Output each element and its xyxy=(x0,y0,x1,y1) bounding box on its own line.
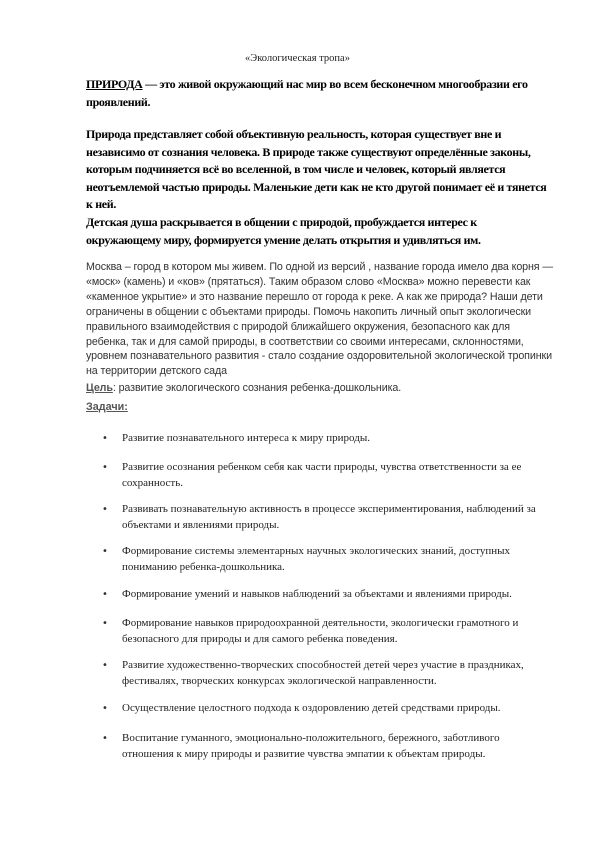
bullet-icon: • xyxy=(102,589,108,600)
task-text: Формирование навыков природоохранной деятельности, экологически грамотного и безопасного для природы и для самого ребенка поведения. xyxy=(122,617,519,645)
bullet-icon: • xyxy=(102,546,108,557)
bullet-icon: • xyxy=(102,618,108,629)
task-text: Развитие осознания ребенком себя как части природы, чувства ответственности за ее сохранность. xyxy=(122,461,522,489)
task-text: Развитие познавательного интереса к миру природы. xyxy=(122,432,370,444)
bullet-icon: • xyxy=(102,504,108,515)
task-item xyxy=(102,731,552,762)
bullet-icon: • xyxy=(102,733,108,744)
task-item xyxy=(102,658,552,689)
task-text: Формирование умений и навыков наблюдений за объектами и явлениями природы. xyxy=(122,588,512,600)
task-item xyxy=(102,460,552,491)
bullet-icon: • xyxy=(102,433,108,444)
task-item xyxy=(102,701,552,717)
task-text: Формирование системы элементарных научных экологических знаний, доступных пониманию ребенка-дошкольника. xyxy=(122,545,511,573)
intro-text: — это живой окружающий нас мир во всем бесконечном многообразии его проявлений. xyxy=(86,77,528,109)
page-title: «Экологическая тропа» xyxy=(245,53,350,64)
task-text: Развивать познавательную активность в процессе экспериментирования, наблюдений за объектами и явлениями природы. xyxy=(122,503,536,531)
bullet-icon: • xyxy=(102,703,108,714)
task-item xyxy=(102,431,552,447)
goal-text: : развитие экологического сознания ребенка-дошкольника. xyxy=(112,382,402,394)
task-item xyxy=(102,544,552,575)
task-item xyxy=(102,502,552,533)
child-soul-paragraph: Детская душа раскрывается в общении с природой, пробуждается интерес к окружающему миру, формируется умение делать открытия и удивляться им. xyxy=(86,215,481,247)
tasks-heading: Задачи: xyxy=(86,401,128,413)
task-item xyxy=(102,616,552,647)
task-item xyxy=(102,587,552,603)
goal-label: Цель xyxy=(86,382,113,394)
task-text: Развитие художественно-творческих способностей детей через участие в праздниках, фестивалях, творческих конкурсах экологической направленности. xyxy=(122,659,524,687)
moscow-paragraph: Москва – город в котором мы живем. По одной из версий , название города имело два корня — «моск» (камень) и «ков» (прятаться). Таким образом слово «Москва» можно перевести как «каменное укрытие» и это название перешло от города к реке. А как же природа? Наши дети ограничены в общении с объектами природы. Помочь накопить личный опыт экологически правильного взаимодействия с природой ближайшего окружения, безопасного как для ребенка, так и для самой природы, в соответствии со своими интересами, склонностями, уровнем познавательного развития - стало создание оздоровительной экологической тропинки на территории детского сада xyxy=(86,261,553,378)
bullet-icon: • xyxy=(102,660,108,671)
nature-paragraph: Природа представляет собой объективную реальность, которая существует вне и независимо от сознания человека. В природе также существуют определённые законы, которым подчиняется всё во вселенной, в том числе и человек, который является неотъемлемой частью природы. Маленькие дети как не кто другой понимает её и тянется к ней. xyxy=(86,127,547,211)
intro-lead-word: ПРИРОДА xyxy=(86,77,143,91)
bullet-icon: • xyxy=(102,462,108,473)
task-text: Осуществление целостного подхода к оздоровлению детей средствами природы. xyxy=(122,702,501,714)
task-text: Воспитание гуманного, эмоционально-положительного, бережного, заботливого отношения к миру природы и развитие чувства эмпатии к объектам природы. xyxy=(122,732,500,760)
